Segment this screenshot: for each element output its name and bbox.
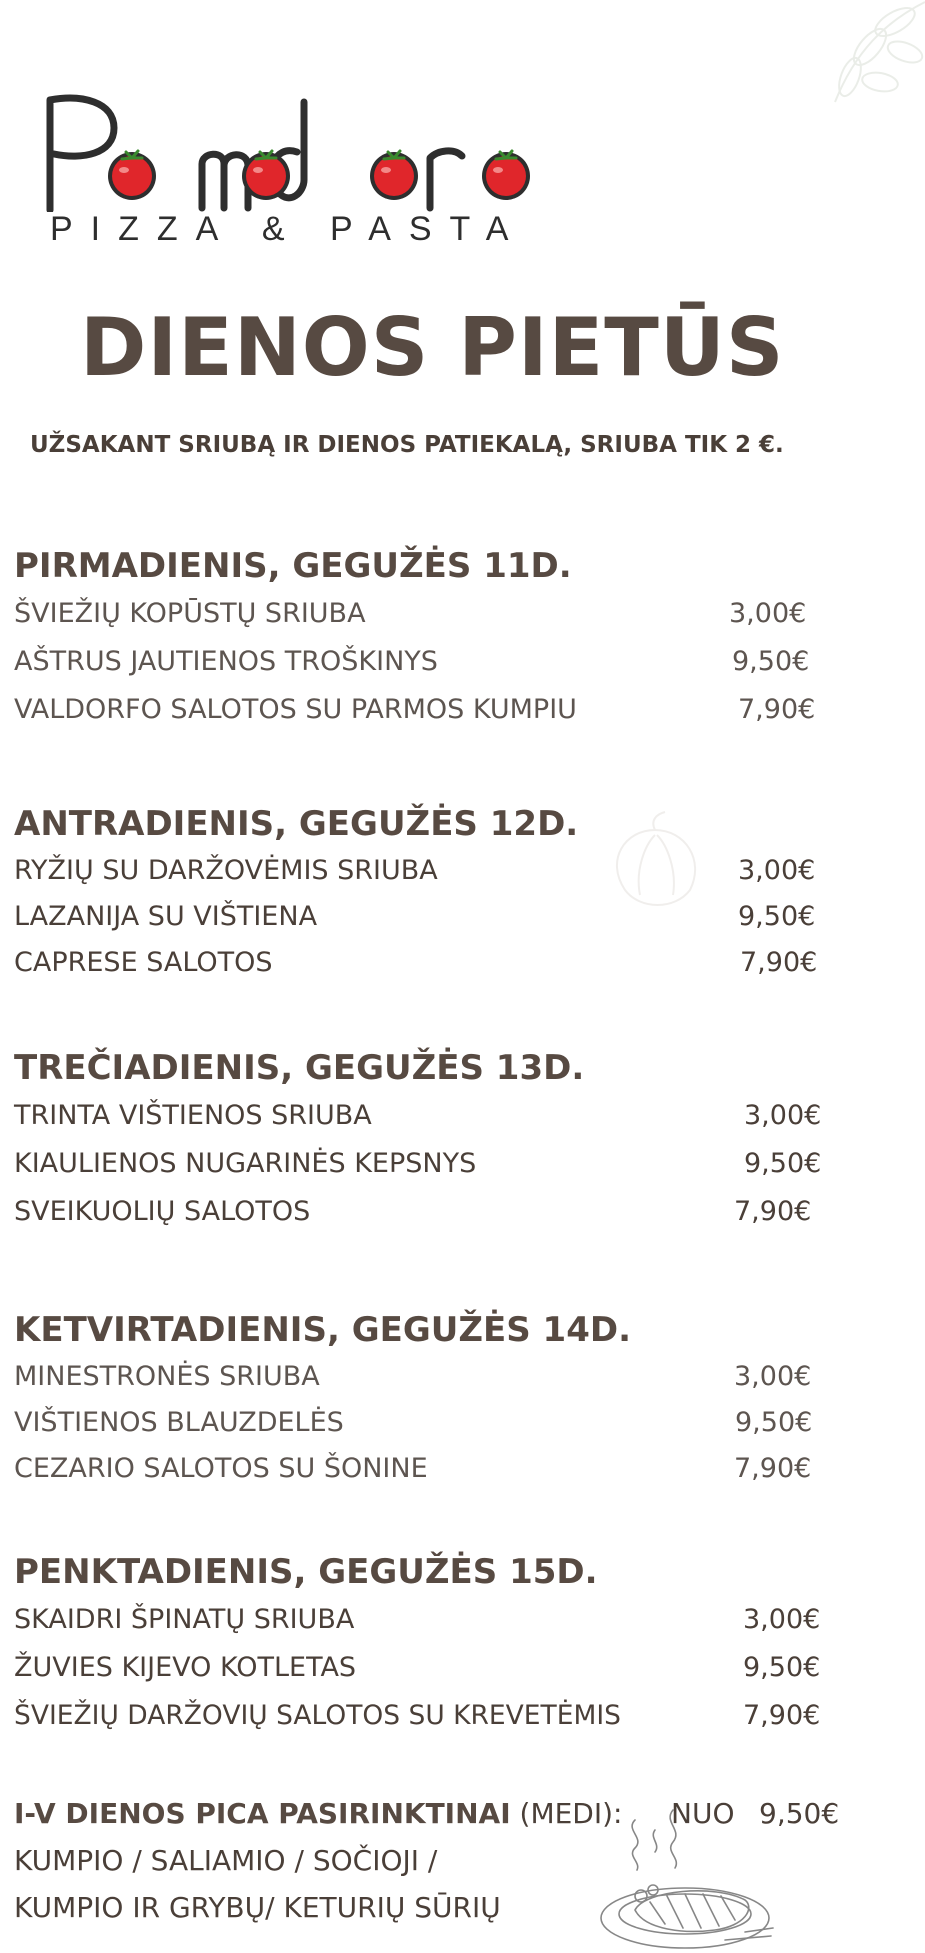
tomato-icon [238,146,294,202]
pizza-offer-label: I-V DIENOS PICA PASIRINKTINAI [14,1797,511,1830]
day-section-tuesday [14,800,834,986]
day-section-friday [14,1548,834,1740]
pizza-size: (MEDI): [519,1797,623,1830]
pizza-options-line: KUMPIO / SALIAMIO / SOČIOJI / [14,1844,438,1877]
item-price: 3,00€ [744,1100,822,1131]
item-price: 7,90€ [734,1453,812,1484]
item-name: VALDORFO SALOTOS SU PARMOS KUMPIU [14,694,577,725]
menu-item [14,1446,834,1492]
herb-sketch-decoration [775,0,925,142]
page-title: DIENOS PIETŪS [80,301,785,394]
day-section-wednesday [14,1044,834,1236]
day-section-monday [14,542,834,734]
item-name: SKAIDRI ŠPINATŲ SRIUBA [14,1604,355,1635]
item-price: 9,50€ [744,1148,822,1179]
pomodoro-logo [42,92,562,252]
menu-item [14,1140,834,1188]
day-section-thursday [14,1306,834,1492]
menu-item [14,894,834,940]
item-name: VIŠTIENOS BLAUZDELĖS [14,1407,344,1438]
menu-item [14,1092,834,1140]
menu-item [14,1692,834,1740]
day-title: TREČIADIENIS, GEGUŽĖS 13D. [14,1048,585,1088]
pizza-options-line: KUMPIO IR GRYBŲ/ KETURIŲ SŪRIŲ [14,1891,501,1924]
item-price: 3,00€ [734,1361,812,1392]
day-title: PIRMADIENIS, GEGUŽĖS 11D. [14,546,572,586]
item-name: ŠVIEŽIŲ KOPŪSTŲ SRIUBA [14,598,366,629]
item-name: LAZANIJA SU VIŠTIENA [14,901,318,932]
menu-item [14,1596,834,1644]
steak-plate-illustration [595,1800,785,1953]
price-from-label: NUO [671,1797,735,1830]
menu-item [14,686,834,734]
item-name: SVEIKUOLIŲ SALOTOS [14,1196,311,1227]
menu-item [14,940,834,986]
menu-item [14,848,834,894]
menu-item [14,1354,834,1400]
item-name: CAPRESE SALOTOS [14,947,273,978]
item-name: TRINTA VIŠTIENOS SRIUBA [14,1100,372,1131]
item-price: 9,50€ [735,1407,813,1438]
item-name: MINESTRONĖS SRIUBA [14,1361,320,1392]
item-name: ŽUVIES KIJEVO KOTLETAS [14,1652,357,1683]
item-name: AŠTRUS JAUTIENOS TROŠKINYS [14,646,438,677]
item-price: 7,90€ [743,1700,821,1731]
item-name: RYŽIŲ SU DARŽOVĖMIS SRIUBA [14,855,438,886]
menu-item [14,1188,834,1236]
menu-item [14,1400,834,1446]
item-name: CEZARIO SALOTOS SU ŠONINE [14,1453,428,1484]
tomato-icon [478,146,534,202]
logo-subtitle: PIZZA & PASTA [50,210,527,248]
item-price: 7,90€ [740,947,818,978]
item-price: 9,50€ [738,901,816,932]
item-price: 3,00€ [729,598,807,629]
item-price: 9,50€ [732,646,810,677]
menu-item [14,590,834,638]
item-price: 7,90€ [734,1196,812,1227]
tomato-icon [104,146,160,202]
menu-item [14,638,834,686]
menu-item [14,1644,834,1692]
item-price: 9,50€ [743,1652,821,1683]
item-name: ŠVIEŽIŲ DARŽOVIŲ SALOTOS SU KREVETĖMIS [14,1700,621,1731]
day-title: KETVIRTADIENIS, GEGUŽĖS 14D. [14,1310,631,1350]
item-price: 7,90€ [738,694,816,725]
tomato-icon [366,146,422,202]
pizza-price: 9,50€ [759,1797,840,1830]
item-price: 3,00€ [743,1604,821,1635]
promo-text: UŽSAKANT SRIUBĄ IR DIENOS PATIEKALĄ, SRIUBA TIK 2 €. [30,432,784,458]
day-title: PENKTADIENIS, GEGUŽĖS 15D. [14,1552,598,1592]
item-name: KIAULIENOS NUGARINĖS KEPSNYS [14,1148,477,1179]
day-title: ANTRADIENIS, GEGUŽĖS 12D. [14,804,579,844]
item-price: 3,00€ [738,855,816,886]
